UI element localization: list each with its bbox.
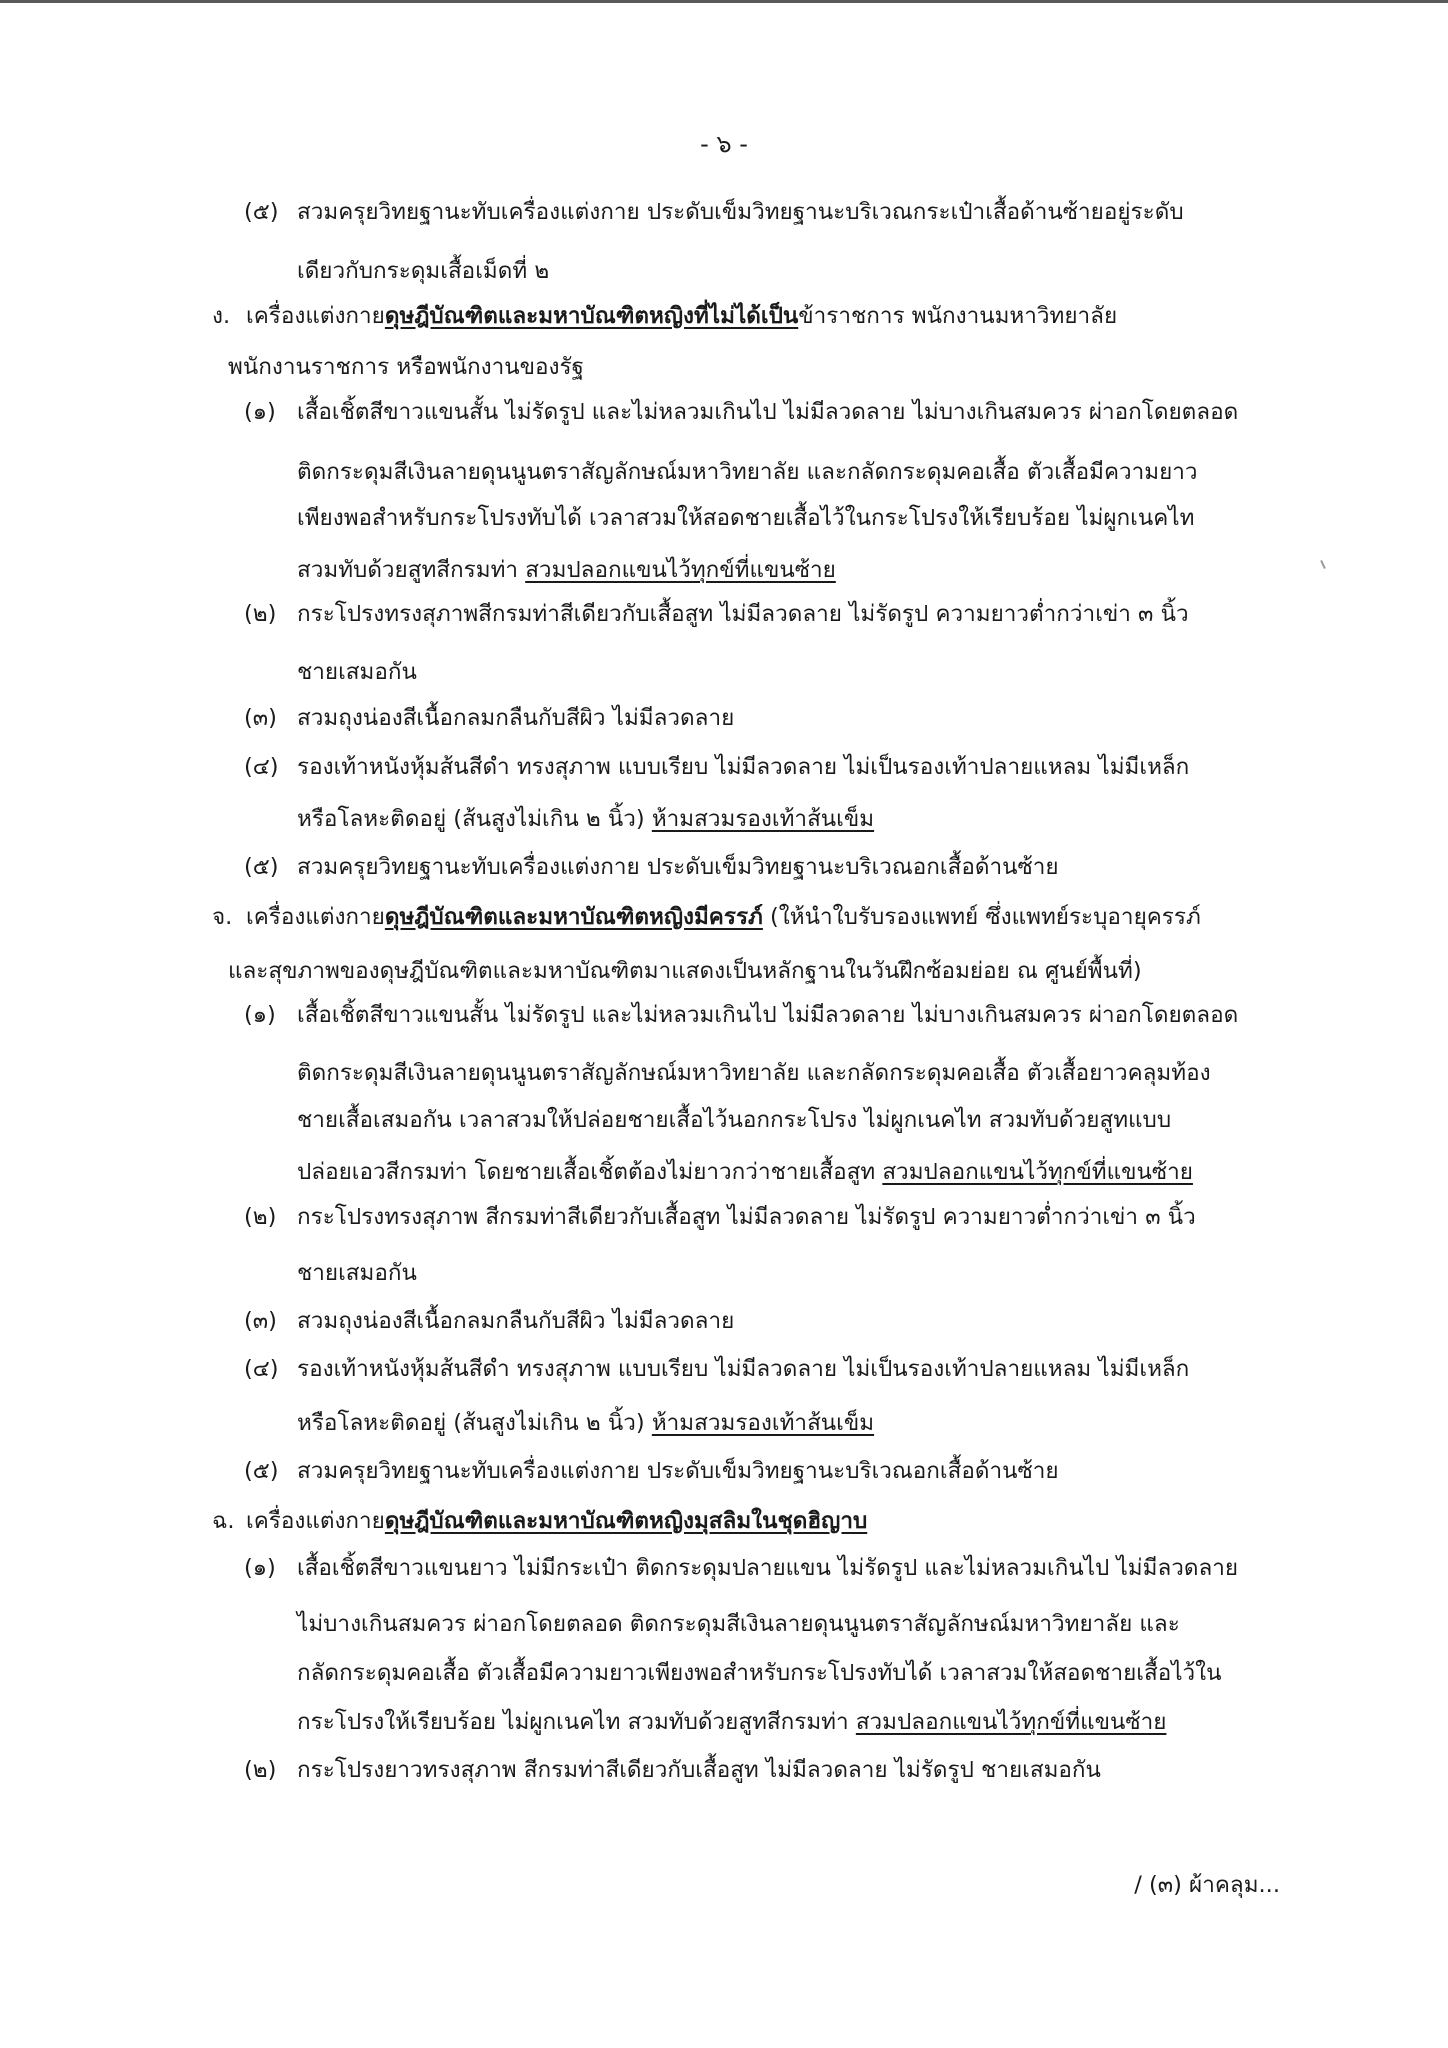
text-run: ไม่บางเกินสมควร ผ่าอกโดยตลอด ติดกระดุมสีเงินลายดุนนูนตราสัญลักษณ์มหาวิทยาลัย และ (297, 1611, 1180, 1637)
text-run: พนักงานราชการ หรือพนักงานของรัฐ (228, 354, 584, 380)
item-text-line (297, 555, 836, 585)
underlined-text: สวมปลอกแขนไว้ทุกข์ที่แขนซ้าย (882, 1159, 1193, 1185)
section-marker: ฉ. (212, 1508, 235, 1534)
emphasized-text: ดุษฎีบัณฑิตและมหาบัณฑิตหญิงที่ไม่ได้เป็น (384, 303, 799, 329)
text-run: สวมทับด้วยสูทสีกรมท่า (297, 557, 526, 583)
text-run: ชายเสมอกัน (297, 659, 417, 685)
item-text-line (297, 1658, 1222, 1688)
text-run: กระโปรงทรงสุภาพสีกรมท่าสีเดียวกับเสื้อสูท ไม่มีลวดลาย ไม่รัดรูป ความยาวต่ำกว่าเข่า ๓ นิ้ว (297, 601, 1189, 627)
item-marker: (๑) (244, 399, 276, 425)
text-run: สวมถุงน่องสีเนื้อกลมกลืนกับสีผิว ไม่มีลวดลาย (297, 705, 735, 731)
section-marker: จ. (212, 904, 233, 930)
item-marker: (๕) (244, 199, 279, 225)
section-text-line (228, 956, 1142, 986)
item-text-line (297, 804, 874, 834)
item-text-line (297, 1755, 1101, 1785)
text-run: หรือโลหะติดอยู่ (ส้นสูงไม่เกิน ๒ นิ้ว) (297, 1410, 652, 1436)
text-run: เดียวกับกระดุมเสื้อเม็ดที่ ๒ (297, 258, 550, 284)
emphasized-text: ดุษฎีบัณฑิตและมหาบัณฑิตหญิงมีครรภ์ (384, 904, 763, 930)
item-text-line (297, 1000, 1238, 1030)
text-run: สวมครุยวิทยฐานะทับเครื่องแต่งกาย ประดับเข็มวิทยฐานะบริเวณอกเสื้อด้านซ้าย (297, 854, 1059, 880)
text-run: เสื้อเชิ้ตสีขาวแขนยาว ไม่มีกระเป๋า ติดกระดุมปลายแขน ไม่รัดรูป และไม่หลวมเกินไป ไม่มีลวดลาย (297, 1555, 1239, 1581)
underlined-text: ห้ามสวมรองเท้าส้นเข็ม (651, 1410, 875, 1436)
text-run: เสื้อเชิ้ตสีขาวแขนสั้น ไม่รัดรูป และไม่หลวมเกินไป ไม่มีลวดลาย ไม่บางเกินสมควร ผ่าอกโดยตลอด (297, 1002, 1239, 1028)
item-text-line (297, 1609, 1180, 1639)
item-text-line (297, 197, 1184, 227)
section-text-line (246, 902, 1201, 932)
text-run: (ให้นำใบรับรองแพทย์ ซึ่งแพทย์ระบุอายุครรภ์ (762, 904, 1201, 930)
text-run: เพียงพอสำหรับกระโปรงทับได้ เวลาสวมให้สอดชายเสื้อไว้ในกระโปรงให้เรียบร้อย ไม่ผูกเนคไท (297, 505, 1195, 531)
text-run: รองเท้าหนังหุ้มส้นสีดำ ทรงสุภาพ แบบเรียบ ไม่มีลวดลาย ไม่เป็นรองเท้าปลายแหลม ไม่มีเหล็ก (297, 1356, 1190, 1382)
text-run: สวมถุงน่องสีเนื้อกลมกลืนกับสีผิว ไม่มีลวดลาย (297, 1308, 735, 1334)
item-text-line (297, 1202, 1196, 1232)
text-run: กลัดกระดุมคอเสื้อ ตัวเสื้อมีความยาวเพียงพอสำหรับกระโปรงทับได้ เวลาสวมให้สอดชายเสื้อไว้ใน (297, 1660, 1222, 1686)
item-marker: (๕) (244, 1458, 279, 1484)
text-run: รองเท้าหนังหุ้มส้นสีดำ ทรงสุภาพ แบบเรียบ ไม่มีลวดลาย ไม่เป็นรองเท้าปลายแหลม ไม่มีเหล็ก (297, 754, 1190, 780)
underlined-text: ห้ามสวมรองเท้าส้นเข็ม (651, 806, 875, 832)
text-run: เครื่องแต่งกาย (246, 904, 385, 930)
text-run: เครื่องแต่งกาย (246, 303, 385, 329)
item-text-line (297, 256, 549, 286)
text-run: ชายเสมอกัน (297, 1260, 417, 1286)
item-text-line (297, 852, 1059, 882)
item-text-line (297, 1354, 1189, 1384)
item-marker: (๑) (244, 1555, 276, 1581)
item-text-line (297, 1058, 1211, 1088)
text-run: หรือโลหะติดอยู่ (ส้นสูงไม่เกิน ๒ นิ้ว) (297, 806, 652, 832)
item-marker: (๒) (244, 1204, 277, 1230)
item-text-line (297, 752, 1189, 782)
text-run: ติดกระดุมสีเงินลายดุนนูนตราสัญลักษณ์มหาวิทยาลัย และกลัดกระดุมคอเสื้อ ตัวเสื้อมีความยาว (297, 459, 1198, 485)
item-text-line (297, 657, 417, 687)
item-text-line (297, 1408, 874, 1438)
text-run: สวมครุยวิทยฐานะทับเครื่องแต่งกาย ประดับเข็มวิทยฐานะบริเวณอกเสื้อด้านซ้าย (297, 1458, 1059, 1484)
item-text-line (297, 1258, 417, 1288)
section-marker: ง. (212, 303, 231, 329)
item-marker: (๑) (244, 1002, 276, 1028)
item-marker: (๓) (244, 1308, 277, 1334)
item-marker: (๒) (244, 1757, 277, 1783)
continuation-note: / (๓) ผ้าคลุม... (1134, 1872, 1280, 1898)
text-run: และสุขภาพของดุษฎีบัณฑิตและมหาบัณฑิตมาแสดงเป็นหลักฐานในวันฝึกซ้อมย่อย ณ ศูนย์พื้นที่) (228, 958, 1142, 984)
text-run: ข้าราชการ พนักงานมหาวิทยาลัย (798, 303, 1118, 329)
underlined-text: สวมปลอกแขนไว้ทุกข์ที่แขนซ้าย (855, 1709, 1167, 1735)
section-text-line (228, 352, 584, 382)
item-marker: (๓) (244, 705, 277, 731)
item-text-line (297, 1707, 1166, 1737)
text-run: สวมครุยวิทยฐานะทับเครื่องแต่งกาย ประดับเข็มวิทยฐานะบริเวณกระเป๋าเสื้อด้านซ้ายอยู่ระดับ (297, 199, 1184, 225)
text-run: ชายเสื้อเสมอกัน เวลาสวมให้ปล่อยชายเสื้อไว้นอกกระโปรง ไม่ผูกเนคไท สวมทับด้วยสูทแบบ (297, 1107, 1172, 1133)
section-text-line (246, 301, 1117, 331)
item-text-line (297, 397, 1238, 427)
item-text-line (297, 1456, 1059, 1486)
item-text-line (297, 1105, 1171, 1135)
item-text-line (297, 703, 734, 733)
underlined-text: สวมปลอกแขนไว้ทุกข์ที่แขนซ้าย (525, 557, 836, 583)
text-run: กระโปรงทรงสุภาพ สีกรมท่าสีเดียวกับเสื้อสูท ไม่มีลวดลาย ไม่รัดรูป ความยาวต่ำกว่าเข่า ๓ นิ้ว (297, 1204, 1196, 1230)
item-text-line (297, 1553, 1238, 1583)
text-run: กระโปรงยาวทรงสุภาพ สีกรมท่าสีเดียวกับเสื้อสูท ไม่มีลวดลาย ไม่รัดรูป ชายเสมอกัน (297, 1757, 1101, 1783)
item-marker: (๔) (244, 1356, 279, 1382)
item-marker: (๕) (244, 854, 279, 880)
item-text-line (297, 503, 1194, 533)
item-marker: (๒) (244, 601, 277, 627)
text-run: ติดกระดุมสีเงินลายดุนนูนตราสัญลักษณ์มหาวิทยาลัย และกลัดกระดุมคอเสื้อ ตัวเสื้อยาวคลุมท้อง (297, 1060, 1211, 1086)
text-run: เสื้อเชิ้ตสีขาวแขนสั้น ไม่รัดรูป และไม่หลวมเกินไป ไม่มีลวดลาย ไม่บางเกินสมควร ผ่าอกโดยตลอด (297, 399, 1239, 425)
emphasized-text: ดุษฎีบัณฑิตและมหาบัณฑิตหญิงมุสลิมในชุดฮิญาบ (384, 1508, 868, 1534)
section-text-line (246, 1506, 867, 1536)
item-text-line (297, 457, 1198, 487)
item-text-line (297, 1157, 1193, 1187)
page-number: - ๖ - (700, 130, 748, 158)
text-run: ปล่อยเอวสีกรมท่า โดยชายเสื้อเชิ้ตต้องไม่ยาวกว่าชายเสื้อสูท (297, 1159, 883, 1185)
text-run: กระโปรงให้เรียบร้อย ไม่ผูกเนคไท สวมทับด้วยสูทสีกรมท่า (297, 1709, 856, 1735)
text-run: เครื่องแต่งกาย (246, 1508, 385, 1534)
item-marker: (๔) (244, 754, 279, 780)
item-text-line (297, 599, 1189, 629)
item-text-line (297, 1306, 734, 1336)
